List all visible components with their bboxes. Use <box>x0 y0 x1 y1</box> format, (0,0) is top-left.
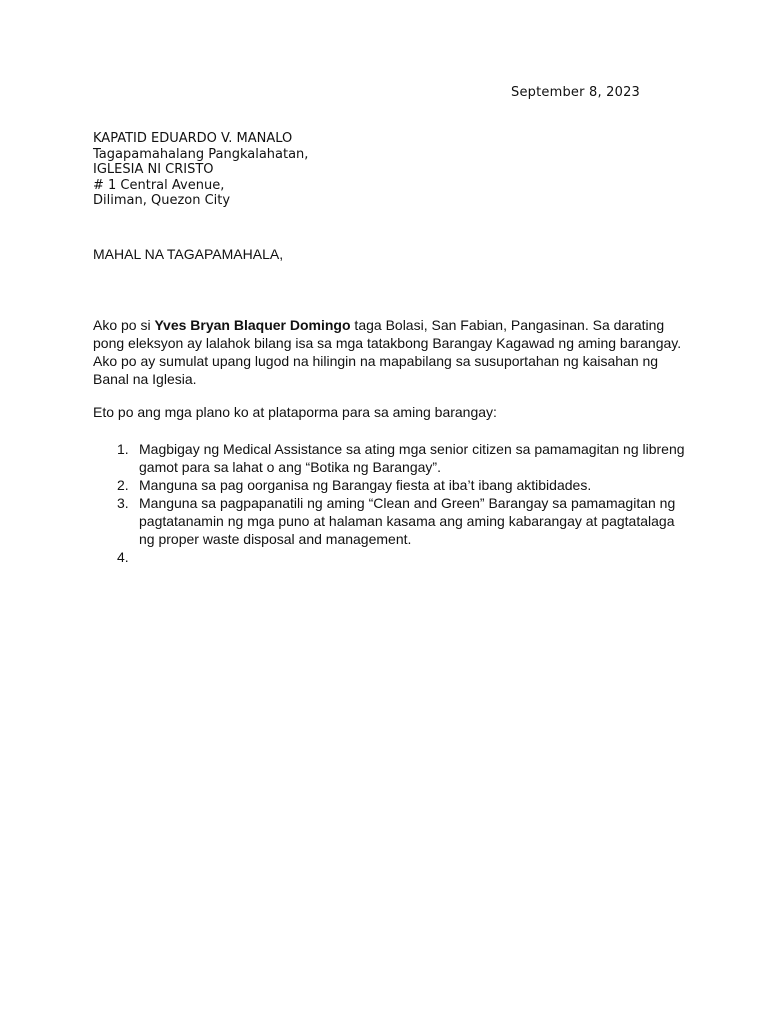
list-item-text: Manguna sa pagpapanatili ng aming “Clean and Green” Barangay sa pamamagitan ng pagtatanamin ng mga puno at halaman kasama ang aming kabarangay at pagtatalaga ng proper waste disposal and management. <box>139 495 676 547</box>
recipient-title: Tagapamahalang Pangkalahatan, <box>93 146 309 162</box>
recipient-organization: IGLESIA NI CRISTO <box>93 162 214 177</box>
list-item-number: 3. <box>117 495 129 511</box>
list-item-number: 4. <box>117 549 129 565</box>
letter-date: September 8, 2023 <box>511 85 641 100</box>
candidate-name: Yves Bryan Blaquer Domingo <box>154 317 351 333</box>
platform-intro: Eto po ang mga plano ko at plataporma para sa aming barangay: <box>93 404 497 420</box>
list-item <box>93 440 693 476</box>
list-item <box>93 476 693 494</box>
recipient-address <box>93 131 308 209</box>
salutation: MAHAL NA TAGAPAMAHALA, <box>93 246 284 262</box>
list-item-number: 1. <box>117 441 129 457</box>
recipient-street: # 1 Central Avenue, <box>93 177 225 193</box>
list-item-text: Magbigay ng Medical Assistance sa ating mga senior citizen sa pamamagitan ng libreng gamot para sa lahat o ang “Botika ng Barangay”. <box>139 441 685 475</box>
list-item-text: Manguna sa pag oorganisa ng Barangay fiesta at iba’t ibang aktibidades. <box>139 477 592 493</box>
list-item-number: 2. <box>117 477 129 493</box>
intro-body: taga Bolasi, San Fabian, Pangasinan. Sa darating pong eleksyon ay lalahok bilang isa sa mga tatakbong Barangay Kagawad ng aming barangay. Ako po ay sumulat upang lugod na hilingin na mapabilang sa susuportahan ng kaisahan ng Banal na Iglesia. <box>93 317 682 387</box>
platform-list <box>93 440 693 565</box>
list-item <box>93 494 693 548</box>
intro-paragraph <box>93 316 683 388</box>
recipient-name: KAPATID EDUARDO V. MANALO <box>93 131 293 146</box>
intro-prefix: Ako po si <box>93 317 155 333</box>
recipient-city: Diliman, Quezon City <box>93 193 231 208</box>
